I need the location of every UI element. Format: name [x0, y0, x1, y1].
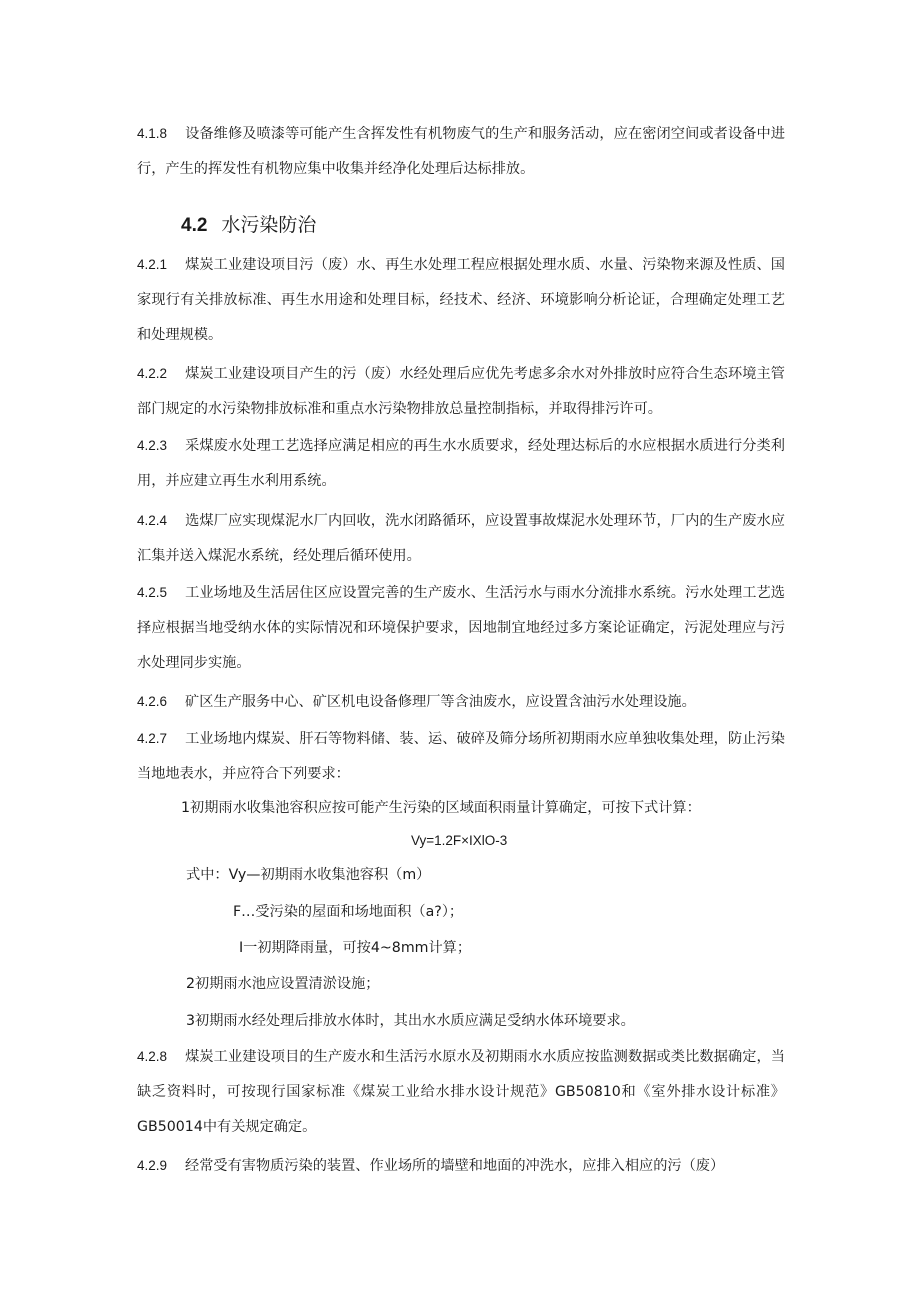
formula: Vy=1.2F×IXlO-3: [411, 833, 508, 848]
clause-4-2-3: [137, 428, 785, 499]
clause-number: 4.2.5: [137, 585, 168, 600]
clause-4-2-8: [137, 1039, 785, 1145]
section-heading: [181, 207, 316, 244]
clause-4-2-5: [137, 575, 785, 681]
formula-where: 式中：Vy—初期雨水收集池容积（m）: [186, 867, 431, 883]
clause-number: 4.2.7: [137, 731, 168, 746]
clause-number: 4.2.1: [137, 257, 168, 272]
clause-number: 4.1.8: [137, 126, 168, 141]
clause-number: 4.2.8: [137, 1049, 168, 1064]
clause-number: 4.2.9: [137, 1158, 168, 1173]
clause-text: 选煤厂应实现煤泥水厂内回收，洗水闭路循环，应设置事故煤泥水处理环节，厂内的生产废水应汇集并送入煤泥水系统，经处理后循环使用。: [137, 513, 785, 564]
clause-4-2-7: [137, 721, 785, 792]
section-title: 水污染防治: [221, 214, 317, 236]
clause-number: 4.2.6: [137, 694, 168, 709]
clause-number: 4.2.4: [137, 513, 168, 528]
clause-text: 设备维修及喷漆等可能产生含挥发性有机物废气的生产和服务活动，应在密闭空间或者设备中进行，产生的挥发性有机物应集中收集并经净化处理后达标排放。: [137, 126, 785, 177]
clause-text: 工业场地及生活居住区应设置完善的生产废水、生活污水与雨水分流排水系统。污水处理工艺选择应根据当地受纳水体的实际情况和环境保护要求，因地制宜地经过多方案论证确定，污泥处理应与污水处理同步实施。: [137, 585, 785, 671]
clause-text: 煤炭工业建设项目产生的污（废）水经处理后应优先考虑多余水对外排放时应符合生态环境主管部门规定的水污染物排放标准和重点水污染物排放总量控制指标，并取得排污许可。: [137, 366, 785, 417]
item-1: 1初期雨水收集池容积应按可能产生污染的区域面积雨量计算确定，可按下式计算：: [181, 800, 701, 816]
clause-text: 煤炭工业建设项目的生产废水和生活污水原水及初期雨水水质应按监测数据或类比数据确定，当缺乏资料时，可按现行国家标准《煤炭工业给水排水设计规范》GB50810和《室外排水设计标准》GB50014中有关规定确定。: [137, 1049, 785, 1135]
variable-f: F…受污染的屋面和场地面积（a?）；: [233, 904, 464, 920]
clause-number: 4.2.2: [137, 366, 168, 381]
item-2: 2初期雨水池应设置清淤设施；: [186, 976, 380, 992]
clause-number: 4.2.3: [137, 438, 168, 453]
clause-4-2-1: [137, 247, 785, 353]
clause-text: 经常受有害物质污染的装置、作业场所的墙壁和地面的冲洗水，应排入相应的污（废）: [185, 1158, 725, 1174]
variable-i: I一初期降雨量，可按4~8mm计算；: [239, 940, 472, 956]
clause-text: 采煤废水处理工艺选择应满足相应的再生水水质要求，经处理达标后的水应根据水质进行分类利用，并应建立再生水利用系统。: [137, 438, 785, 489]
clause-4-2-6: [137, 684, 785, 720]
clause-text: 工业场地内煤炭、肝石等物料储、装、运、破碎及筛分场所初期雨水应单独收集处理，防止污染当地地表水，并应符合下列要求：: [137, 731, 785, 782]
clause-text: 煤炭工业建设项目污（废）水、再生水处理工程应根据处理水质、水量、污染物来源及性质、国家现行有关排放标准、再生水用途和处理目标，经技术、经济、环境影响分析论证，合理确定处理工艺和处理规模。: [137, 257, 785, 343]
clause-4-1-8: [137, 116, 785, 187]
clause-4-2-9: [137, 1148, 785, 1184]
section-number: 4.2: [181, 215, 208, 236]
clause-4-2-4: [137, 503, 785, 574]
clause-text: 矿区生产服务中心、矿区机电设备修理厂等含油废水，应设置含油污水处理设施。: [185, 694, 696, 710]
item-3: 3初期雨水经处理后排放水体时，其出水水质应满足受纳水体环境要求。: [186, 1013, 635, 1029]
clause-4-2-2: [137, 356, 785, 427]
